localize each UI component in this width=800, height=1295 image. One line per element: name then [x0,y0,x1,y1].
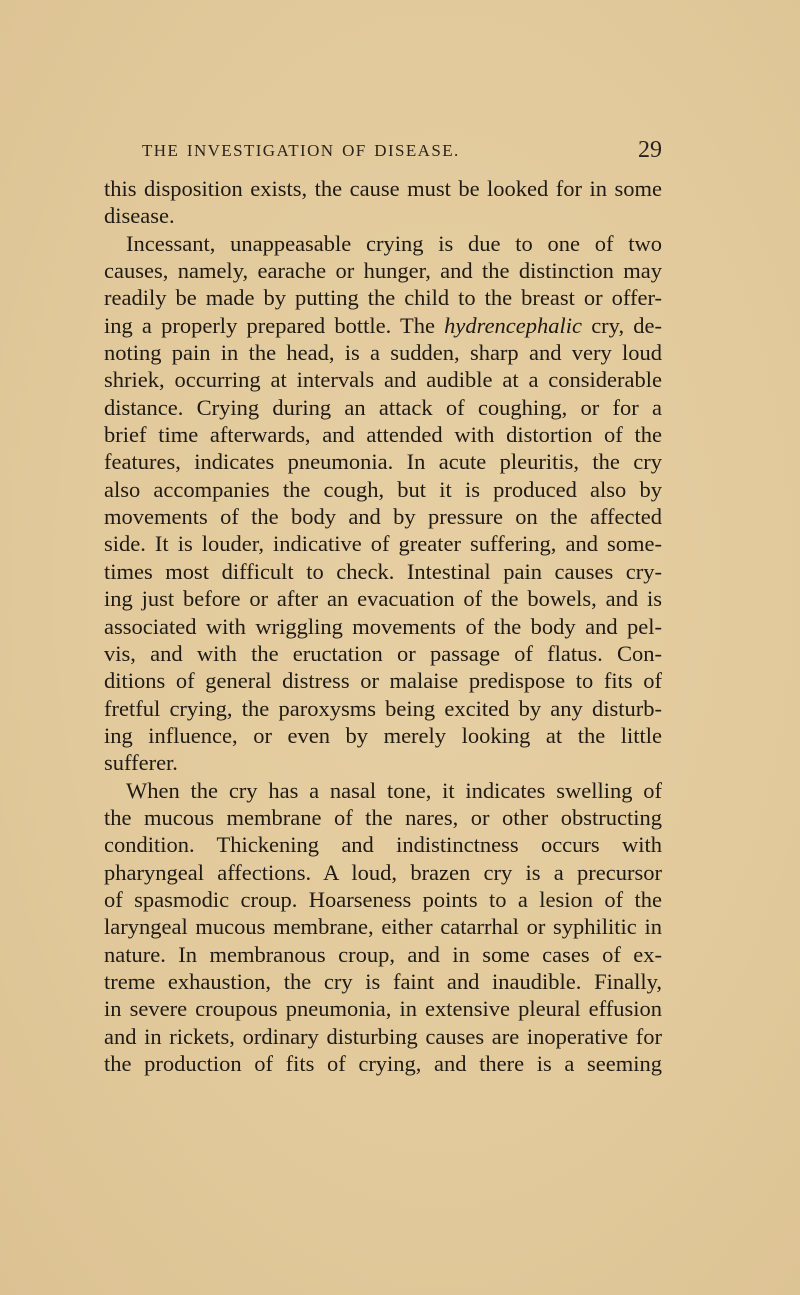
text-line: in severe croupous pneumonia, in extensive pleural effusion [104,996,662,1022]
italic-term: hydrencephalic [444,312,583,338]
text-line: ing influence, or even by merely looking at the little [104,722,662,748]
text-line: When the cry has a nasal tone, it indicates swelling of [126,777,662,803]
text-line: and in rickets, ordinary disturbing causes are inoperative for [104,1023,662,1049]
text-fragment: cry, de- [582,312,662,338]
text-line: side. It is louder, indicative of greater suffering, and some- [104,531,662,557]
text-line: the mucous membrane of the nares, or other obstructing [104,804,662,830]
running-head [104,131,662,161]
text-line: pharyngeal affections. A loud, brazen cry is a precursor [104,859,662,885]
text-line: also accompanies the cough, but it is produced also by [104,476,662,502]
text-line: Incessant, unappeasable crying is due to one of two [126,230,662,256]
text-line: of spasmodic croup. Hoarseness points to a lesion of the [104,886,662,912]
text-line: noting pain in the head, is a sudden, sharp and very loud [104,340,662,366]
text-line: brief time afterwards, and attended with distortion of the [104,422,662,448]
text-line: nature. In membranous croup, and in some cases of ex- [104,941,662,967]
text-line-with-italic [104,312,662,339]
text-line: distance. Crying during an attack of coughing, or for a [104,394,662,420]
running-title: THE INVESTIGATION OF DISEASE. [142,141,460,160]
text-line: causes, namely, earache or hunger, and the distinction may [104,258,662,284]
text-line: ditions of general distress or malaise predispose to fits of [104,668,662,694]
body-text [104,175,662,1077]
text-line: associated with wriggling movements of the body and pel- [104,613,662,639]
text-line: features, indicates pneumonia. In acute pleuritis, the cry [104,449,662,475]
text-line: this disposition exists, the cause must be looked for in some [104,176,662,201]
text-line: fretful crying, the paroxysms being excited by any disturb- [104,695,662,721]
text-line: disease. [104,203,175,229]
text-line: laryngeal mucous membrane, either catarrhal or syphilitic in [104,914,662,940]
text-line: sufferer. [104,750,178,776]
text-line: treme exhaustion, the cry is faint and inaudible. Finally, [104,968,662,994]
text-line: movements of the body and by pressure on the affected [104,504,662,530]
text-line: times most difficult to check. Intestinal pain causes cry- [104,558,662,584]
page-number: 29 [638,137,662,163]
text-line: vis, and with the eructation or passage of flatus. Con- [104,640,662,666]
text-fragment: ing a properly prepared bottle. The [104,312,445,338]
text-line: shriek, occurring at intervals and audible at a considerable [104,367,662,393]
text-line: readily be made by putting the child to the breast or offer- [104,285,662,311]
text-line: condition. Thickening and indistinctness occurs with [104,832,662,858]
text-line: ing just before or after an evacuation of the bowels, and is [104,586,662,612]
text-line: the production of fits of crying, and there is a seeming [104,1051,662,1076]
